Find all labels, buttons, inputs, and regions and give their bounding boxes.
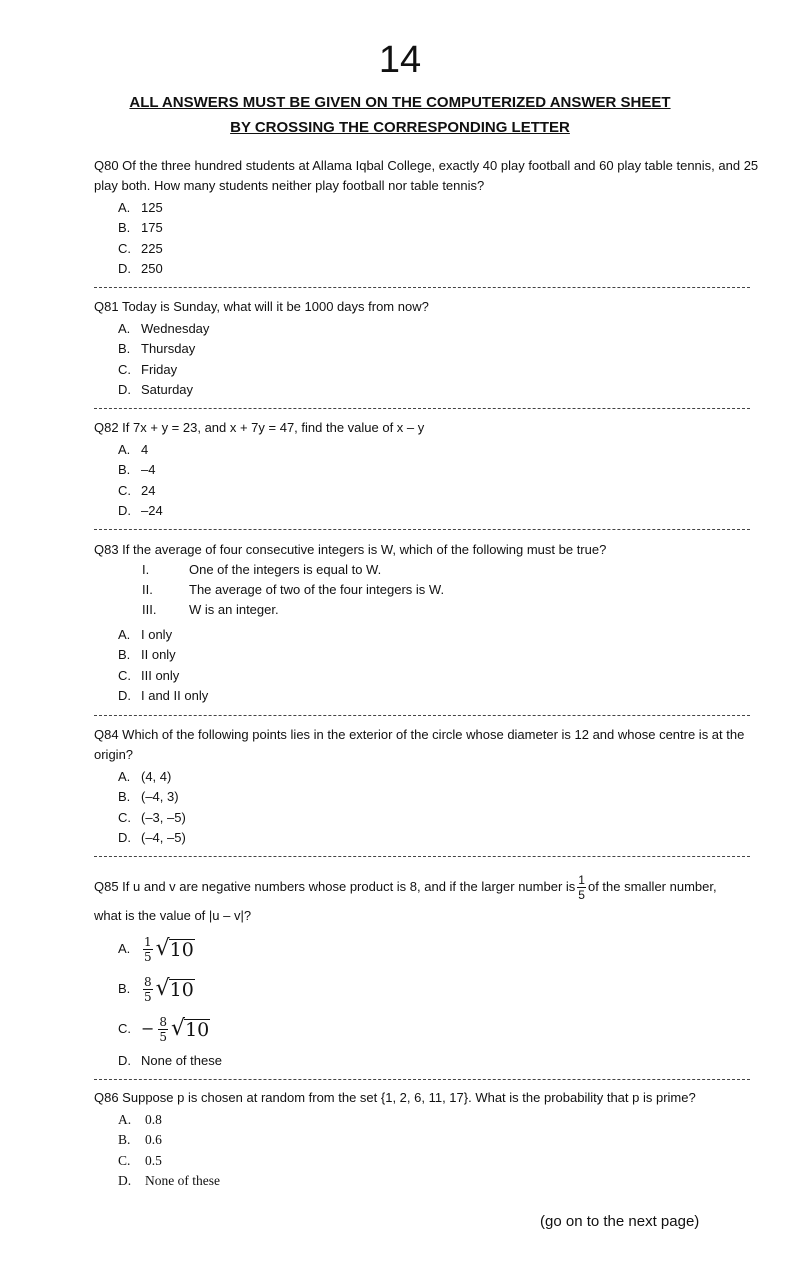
- statement-number: I.: [142, 562, 150, 577]
- option-letter: C.: [118, 667, 131, 683]
- option-letter: A.: [118, 1112, 132, 1127]
- option-c: [94, 481, 759, 501]
- options-list: [94, 198, 759, 279]
- option-d: [94, 259, 759, 279]
- option-text: 0.8: [145, 1112, 162, 1127]
- options-list: [94, 319, 759, 400]
- question-text-line2: what is the value of |u – v|?: [94, 908, 252, 923]
- question-text: Q80 Of the three hundred students at Allama Iqbal College, exactly 40 play football and 60 play table tennis, and 25 play both. How many students neither play football nor table tennis?: [94, 158, 759, 193]
- option-letter: D.: [118, 260, 131, 276]
- question-text: [94, 866, 759, 908]
- option-c: [94, 666, 759, 686]
- question-82: [94, 418, 759, 521]
- statement-text: W is an integer.: [189, 602, 279, 617]
- option-d: [94, 686, 759, 706]
- page-number: 14: [378, 39, 422, 81]
- option-text: (–4, –5): [141, 829, 186, 845]
- option-b: [94, 460, 759, 480]
- statement-text: One of the integers is equal to W.: [189, 562, 382, 577]
- option-text: 4: [141, 442, 149, 457]
- option-letter: B.: [118, 462, 131, 478]
- option-letter: A.: [118, 941, 131, 956]
- statement-iii: [94, 600, 759, 620]
- option-text: Friday: [141, 361, 178, 377]
- option-b: [94, 645, 759, 665]
- option-letter: A.: [118, 769, 131, 784]
- question-text: Q83 If the average of four consecutive integers is W, which of the following must be true?: [94, 542, 607, 557]
- math-expression: [141, 975, 195, 1004]
- option-c: [94, 360, 759, 380]
- options-list: [94, 1110, 759, 1191]
- fraction-denominator: 5: [578, 887, 585, 902]
- option-a: [94, 319, 759, 339]
- option-b: [94, 218, 759, 238]
- options-list: [94, 929, 759, 1073]
- divider: [94, 856, 750, 857]
- fraction-denominator: 5: [144, 949, 152, 964]
- radicand: 10: [169, 979, 194, 1001]
- negative-sign: −: [141, 1019, 155, 1038]
- option-a: [94, 767, 759, 787]
- option-letter: A.: [118, 442, 131, 457]
- option-b: [94, 339, 759, 359]
- options-list: [94, 767, 759, 848]
- math-expression: [141, 935, 195, 964]
- option-b: [94, 787, 759, 807]
- square-root: [156, 978, 195, 1000]
- option-text: II only: [141, 647, 176, 663]
- radical-sign-icon: √: [155, 976, 170, 1001]
- option-text: –4: [141, 462, 156, 478]
- option-b: [94, 1130, 759, 1150]
- option-text: None of these: [145, 1172, 220, 1188]
- option-a: [94, 625, 759, 645]
- statement-i: [94, 560, 759, 580]
- option-text: None of these: [141, 1053, 222, 1068]
- option-letter: D.: [118, 502, 131, 518]
- option-letter: B.: [118, 647, 131, 663]
- fraction-numerator: 8: [144, 974, 152, 989]
- option-text: 225: [141, 240, 163, 256]
- question-85: [94, 866, 759, 1073]
- option-letter: D.: [118, 1172, 132, 1188]
- square-root: [156, 938, 195, 960]
- option-letter: C.: [118, 809, 131, 825]
- option-text: (4, 4): [141, 769, 172, 784]
- option-text: 24: [141, 482, 156, 498]
- option-d: [94, 501, 759, 521]
- question-80: [94, 156, 759, 279]
- option-letter: D.: [118, 829, 131, 845]
- option-letter: C.: [118, 240, 131, 256]
- options-list: [94, 440, 759, 521]
- option-c: [94, 808, 759, 828]
- option-text: 175: [141, 220, 163, 236]
- divider: [94, 287, 750, 288]
- statement-ii: [94, 580, 759, 600]
- divider: [94, 715, 750, 716]
- fraction-numerator: 1: [144, 934, 152, 949]
- option-text: III only: [141, 667, 180, 683]
- instructions-header: [0, 90, 800, 140]
- option-text: I only: [141, 627, 173, 642]
- option-letter: B.: [118, 789, 131, 805]
- fraction-numerator: 8: [159, 1014, 168, 1029]
- option-letter: B.: [118, 981, 131, 996]
- statement-number: III.: [142, 602, 157, 617]
- option-letter: D.: [118, 381, 131, 397]
- next-page-note: (go on to the next page): [540, 1213, 700, 1230]
- option-letter: A.: [118, 627, 131, 642]
- fraction-denominator: 5: [144, 989, 152, 1004]
- math-expression: [141, 1015, 210, 1044]
- option-d: [94, 1171, 759, 1191]
- question-text: Q86 Suppose p is chosen at random from the set {1, 2, 6, 11, 17}. What is the probability that p is prime?: [94, 1090, 696, 1105]
- option-text: I and II only: [141, 687, 209, 703]
- option-letter: B.: [118, 341, 131, 357]
- option-letter: C.: [118, 1152, 131, 1168]
- instructions-line-1: ALL ANSWERS MUST BE GIVEN ON THE COMPUTERIZED ANSWER SHEET: [129, 94, 671, 111]
- question-86: [94, 1088, 759, 1191]
- question-83: [94, 540, 759, 706]
- option-a: [94, 198, 759, 218]
- option-a: [94, 929, 759, 969]
- option-text: Saturday: [141, 381, 194, 397]
- divider: [94, 529, 750, 530]
- square-root: [171, 1018, 210, 1040]
- fraction: [158, 1015, 168, 1044]
- fraction-numerator: 1: [578, 872, 585, 887]
- option-c: [94, 1009, 759, 1049]
- question-text-part: of the smaller number,: [587, 879, 717, 894]
- option-letter: C.: [118, 482, 131, 498]
- option-b: [94, 969, 759, 1009]
- question-text: Q82 If 7x + y = 23, and x + 7y = 47, find the value of x – y: [94, 420, 425, 435]
- option-text: Thursday: [141, 341, 196, 357]
- option-text: 250: [141, 260, 163, 276]
- option-text: 0.5: [145, 1152, 162, 1168]
- option-text: 125: [141, 200, 163, 215]
- option-letter: B.: [118, 220, 131, 236]
- option-letter: C.: [118, 1021, 131, 1036]
- radical-sign-icon: √: [155, 936, 170, 961]
- statement-number: II.: [142, 582, 153, 597]
- radicand: 10: [185, 1019, 210, 1041]
- option-text: Wednesday: [141, 321, 210, 336]
- question-81: [94, 297, 759, 400]
- option-text: 0.6: [145, 1132, 162, 1148]
- divider: [94, 408, 750, 409]
- question-84: [94, 725, 759, 848]
- option-letter: B.: [118, 1132, 131, 1148]
- option-letter: A.: [118, 321, 131, 336]
- divider: [94, 1079, 750, 1080]
- option-c: [94, 1151, 759, 1171]
- option-letter: C.: [118, 361, 131, 377]
- option-text: (–4, 3): [141, 789, 179, 805]
- option-d: [94, 380, 759, 400]
- statement-text: The average of two of the four integers is W.: [189, 582, 445, 597]
- options-list: [94, 625, 759, 706]
- radicand: 10: [169, 939, 194, 961]
- option-letter: D.: [118, 687, 131, 703]
- option-text: –24: [141, 502, 163, 518]
- option-a: [94, 1110, 759, 1130]
- radical-sign-icon: √: [171, 1016, 186, 1041]
- question-text: Q81 Today is Sunday, what will it be 1000 days from now?: [94, 299, 429, 314]
- option-letter: A.: [118, 200, 131, 215]
- option-c: [94, 239, 759, 259]
- question-text-part: Q85 If u and v are negative numbers whose product is 8, and if the larger number is: [94, 879, 576, 894]
- option-letter: D.: [118, 1053, 131, 1068]
- fraction: [143, 935, 153, 964]
- fraction: [143, 975, 153, 1004]
- option-d: [94, 1049, 759, 1073]
- fraction-denominator: 5: [159, 1029, 168, 1044]
- instructions-line-2: BY CROSSING THE CORRESPONDING LETTER: [230, 119, 570, 136]
- option-text: (–3, –5): [141, 809, 186, 825]
- statements-list: [94, 560, 759, 620]
- option-d: [94, 828, 759, 848]
- option-a: [94, 440, 759, 460]
- question-text: Q84 Which of the following points lies in the exterior of the circle whose diameter is 12 and whose centre is at the origin?: [94, 727, 745, 762]
- fraction: [577, 873, 586, 902]
